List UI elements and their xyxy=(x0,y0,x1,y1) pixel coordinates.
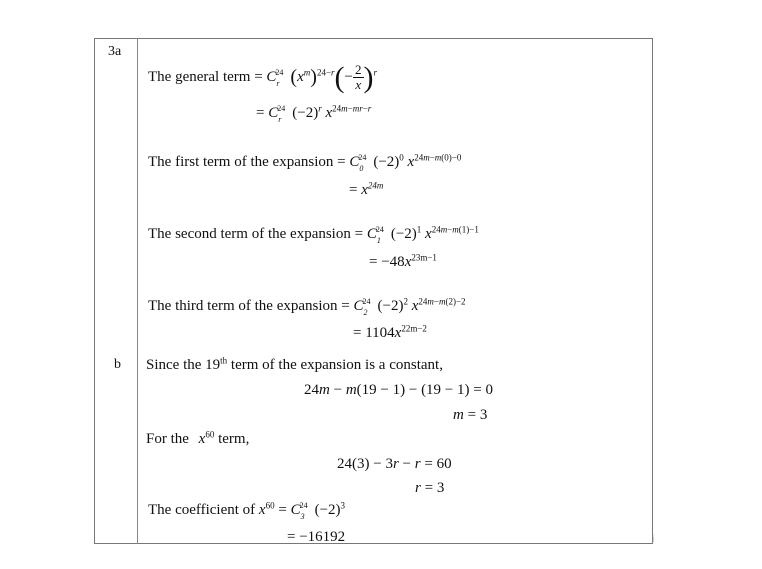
general-term-text: The general term = xyxy=(148,68,263,85)
m-value: 3 xyxy=(479,407,488,423)
coef-text: The coefficient of xyxy=(148,502,259,518)
constant-equation: 24m − m(19 − 1) − (19 − 1) = 0 xyxy=(304,382,493,398)
third-term-line: The third term of the expansion = C 24 2 $(-2)^2$ $x^{24m-m(2)-2}$ xyxy=(148,296,466,317)
first-term-result-exp: 24m xyxy=(367,180,384,191)
column-divider xyxy=(137,38,138,544)
for-text: For the xyxy=(146,431,193,447)
r-solution: r = 3 xyxy=(415,480,445,496)
second-term-line: The second term of the expansion = C 24 1 $(-2)^1$ $x^{24m-m(1)-1}$ xyxy=(148,224,479,245)
third-term-text: The third term of the expansion = xyxy=(148,298,350,314)
watermark: j xyxy=(652,533,655,543)
for-term-line: For the $x^{60}$ term, xyxy=(146,429,250,447)
second-term-result: = $-48x^{23m-1}$ xyxy=(369,252,437,270)
second-term-coef: −48 xyxy=(381,254,405,270)
r-value: 3 xyxy=(436,480,445,496)
second-term-text: The second term of the expansion = xyxy=(148,226,364,242)
since-text-start: Since the 19 xyxy=(146,357,221,373)
second-term-exp: 23m−1 xyxy=(411,252,437,263)
since-text-end: term of the expansion is a constant, xyxy=(227,357,443,373)
first-term-text: The first term of the expansion = xyxy=(148,154,346,170)
since-sup: th xyxy=(220,355,228,366)
part-a-label: 3a xyxy=(108,44,122,59)
general-term-line: The general term = C 24 r $(x^m)^{24-r}(-$ $\frac{2}{x}$ )$^r$ xyxy=(148,60,378,94)
third-term-exp: 22m−2 xyxy=(401,323,427,334)
first-term-line: The first term of the expansion = C 24 0 $(-2)^0$ $x^{24m-m(0)-0}$ xyxy=(148,152,462,173)
third-term-coef: 1104 xyxy=(365,325,395,341)
third-term-result: = $1104x^{22m-2}$ xyxy=(353,323,427,341)
r-equation: 24(3) − 3r − r = 60 xyxy=(337,456,452,472)
for-exp: 60 xyxy=(205,429,215,440)
first-term-result: = $x^{24m}$ xyxy=(349,180,384,198)
for-text-end: term, xyxy=(214,431,250,447)
part-b-label: b xyxy=(114,357,121,372)
since-line xyxy=(146,355,443,375)
coefficient-line: The coefficient of $x^{60} = C$ 24 3 $(-2)^3$ xyxy=(148,500,346,521)
general-term-simplified: = C 24 r $(-2)^r$ $x^{24m-mr-r}$ xyxy=(256,103,372,124)
coefficient-result: = −16192 xyxy=(287,529,346,545)
coef-result: −16192 xyxy=(299,529,346,545)
coef-exp: 60 xyxy=(265,500,275,511)
m-solution: m = 3 xyxy=(453,407,488,423)
